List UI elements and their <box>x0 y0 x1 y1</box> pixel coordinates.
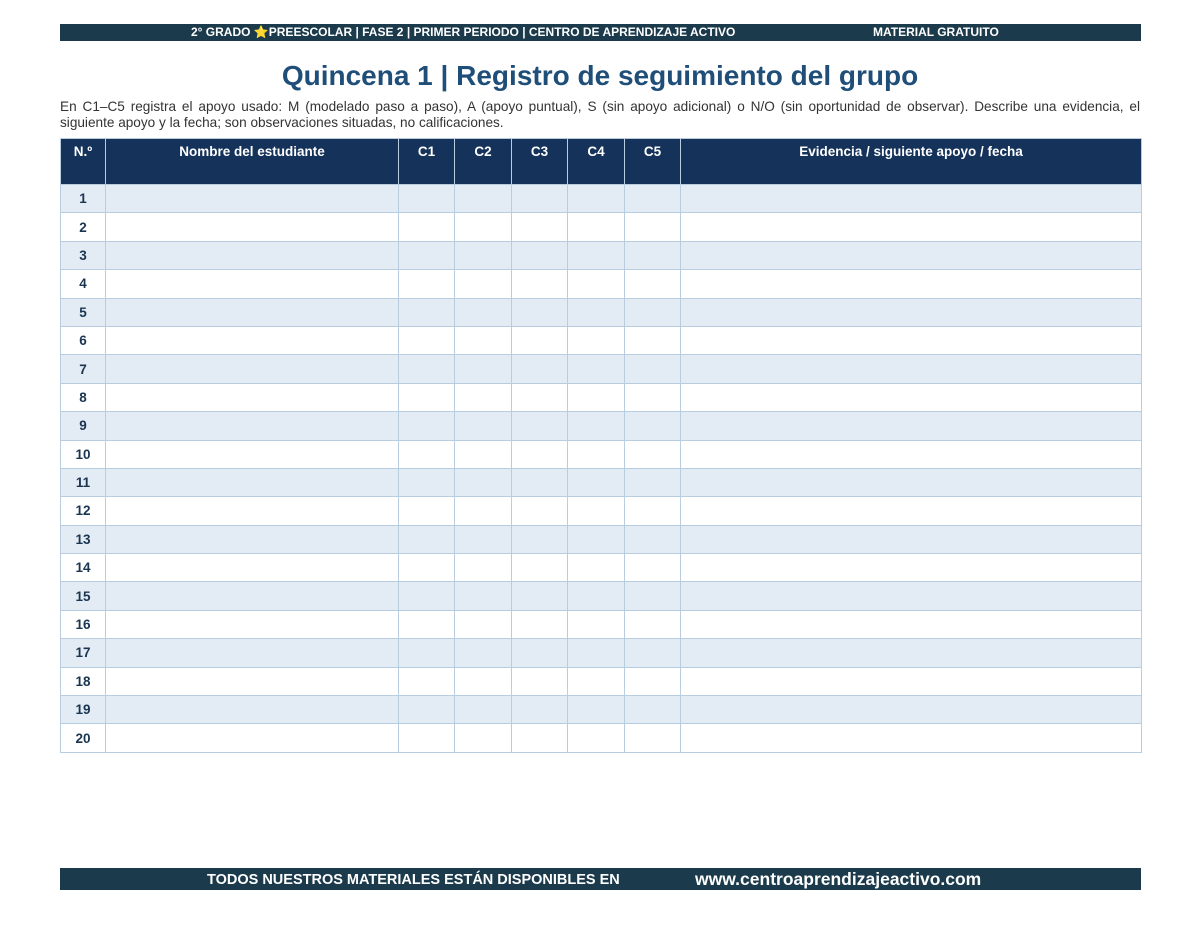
c4-cell[interactable] <box>568 298 625 326</box>
c4-cell[interactable] <box>568 270 625 298</box>
star-icon: ⭐ <box>253 25 269 39</box>
c4-cell[interactable] <box>568 468 625 496</box>
c4-cell[interactable] <box>568 525 625 553</box>
table-row <box>61 270 1142 298</box>
c5-cell[interactable] <box>625 185 681 213</box>
row-number: 12 <box>61 497 106 525</box>
table-row <box>61 554 1142 582</box>
student-name-cell[interactable] <box>106 696 399 724</box>
c2-cell[interactable] <box>455 582 512 610</box>
c1-cell[interactable] <box>399 185 455 213</box>
table-row <box>61 355 1142 383</box>
row-number: 3 <box>61 241 106 269</box>
c2-cell[interactable] <box>455 610 512 638</box>
c5-cell[interactable] <box>625 270 681 298</box>
c3-cell[interactable] <box>512 525 568 553</box>
instructions-text: En C1–C5 registra el apoyo usado: M (modelado paso a paso), A (apoyo puntual), S (sin apoyo adicional) o N/O (sin oportunidad de observar). Describe una evidencia, el siguiente apoyo y la fecha; son observaciones situadas, no calificaciones. <box>60 99 1140 130</box>
col-header-c2: C2 <box>455 139 512 185</box>
table-row <box>61 582 1142 610</box>
table-row <box>61 468 1142 496</box>
c1-cell[interactable] <box>399 696 455 724</box>
row-number: 4 <box>61 270 106 298</box>
evidence-cell[interactable] <box>681 639 1142 667</box>
c2-cell[interactable] <box>455 213 512 241</box>
c1-cell[interactable] <box>399 383 455 411</box>
c3-cell[interactable] <box>512 241 568 269</box>
c3-cell[interactable] <box>512 667 568 695</box>
c2-cell[interactable] <box>455 412 512 440</box>
grade-phase-label: 2° GRADO ⭐PREESCOLAR | FASE 2 | PRIMER PERIODO | CENTRO DE APRENDIZAJE ACTIVO <box>191 25 736 39</box>
evidence-cell[interactable] <box>681 213 1142 241</box>
c5-cell[interactable] <box>625 298 681 326</box>
c5-cell[interactable] <box>625 667 681 695</box>
c3-cell[interactable] <box>512 213 568 241</box>
row-number: 11 <box>61 468 106 496</box>
c5-cell[interactable] <box>625 326 681 354</box>
c2-cell[interactable] <box>455 667 512 695</box>
evidence-cell[interactable] <box>681 582 1142 610</box>
c1-cell[interactable] <box>399 468 455 496</box>
table-row <box>61 326 1142 354</box>
evidence-cell[interactable] <box>681 355 1142 383</box>
col-header-c3: C3 <box>512 139 568 185</box>
c5-cell[interactable] <box>625 610 681 638</box>
student-name-cell[interactable] <box>106 582 399 610</box>
c3-cell[interactable] <box>512 355 568 383</box>
row-number: 1 <box>61 185 106 213</box>
student-name-cell[interactable] <box>106 610 399 638</box>
student-name-cell[interactable] <box>106 298 399 326</box>
c4-cell[interactable] <box>568 355 625 383</box>
table-row <box>61 185 1142 213</box>
c1-cell[interactable] <box>399 639 455 667</box>
c4-cell[interactable] <box>568 724 625 752</box>
student-name-cell[interactable] <box>106 525 399 553</box>
student-name-cell[interactable] <box>106 185 399 213</box>
evidence-cell[interactable] <box>681 468 1142 496</box>
evidence-cell[interactable] <box>681 185 1142 213</box>
table-row <box>61 213 1142 241</box>
c5-cell[interactable] <box>625 554 681 582</box>
col-header-c1: C1 <box>399 139 455 185</box>
row-number: 2 <box>61 213 106 241</box>
c2-cell[interactable] <box>455 468 512 496</box>
table-row <box>61 525 1142 553</box>
student-name-cell[interactable] <box>106 639 399 667</box>
row-number: 10 <box>61 440 106 468</box>
table-header-row <box>61 139 1142 185</box>
c4-cell[interactable] <box>568 185 625 213</box>
c2-cell[interactable] <box>455 440 512 468</box>
student-name-cell[interactable] <box>106 412 399 440</box>
c4-cell[interactable] <box>568 667 625 695</box>
evidence-cell[interactable] <box>681 525 1142 553</box>
c1-cell[interactable] <box>399 554 455 582</box>
c4-cell[interactable] <box>568 326 625 354</box>
col-header-student-name: Nombre del estudiante <box>106 139 399 185</box>
table-row <box>61 383 1142 411</box>
c4-cell[interactable] <box>568 610 625 638</box>
top-banner <box>60 24 1141 41</box>
c3-cell[interactable] <box>512 639 568 667</box>
c3-cell[interactable] <box>512 383 568 411</box>
c4-cell[interactable] <box>568 696 625 724</box>
c3-cell[interactable] <box>512 298 568 326</box>
evidence-cell[interactable] <box>681 412 1142 440</box>
c3-cell[interactable] <box>512 185 568 213</box>
table-row <box>61 412 1142 440</box>
c2-cell[interactable] <box>455 696 512 724</box>
row-number: 13 <box>61 525 106 553</box>
col-header-c5: C5 <box>625 139 681 185</box>
student-name-cell[interactable] <box>106 241 399 269</box>
table-row <box>61 639 1142 667</box>
c1-cell[interactable] <box>399 525 455 553</box>
c5-cell[interactable] <box>625 582 681 610</box>
evidence-cell[interactable] <box>681 554 1142 582</box>
row-number: 8 <box>61 383 106 411</box>
c4-cell[interactable] <box>568 582 625 610</box>
row-number: 7 <box>61 355 106 383</box>
evidence-cell[interactable] <box>681 270 1142 298</box>
c2-cell[interactable] <box>455 270 512 298</box>
row-number: 20 <box>61 724 106 752</box>
row-number: 19 <box>61 696 106 724</box>
table-row <box>61 497 1142 525</box>
table-row <box>61 667 1142 695</box>
footer-banner <box>60 868 1141 890</box>
row-number: 14 <box>61 554 106 582</box>
c5-cell[interactable] <box>625 639 681 667</box>
c3-cell[interactable] <box>512 468 568 496</box>
row-number: 17 <box>61 639 106 667</box>
c2-cell[interactable] <box>455 298 512 326</box>
c2-cell[interactable] <box>455 326 512 354</box>
c5-cell[interactable] <box>625 525 681 553</box>
row-number: 15 <box>61 582 106 610</box>
evidence-cell[interactable] <box>681 440 1142 468</box>
c2-cell[interactable] <box>455 525 512 553</box>
evidence-cell[interactable] <box>681 724 1142 752</box>
c4-cell[interactable] <box>568 412 625 440</box>
c2-cell[interactable] <box>455 639 512 667</box>
c1-cell[interactable] <box>399 213 455 241</box>
c4-cell[interactable] <box>568 213 625 241</box>
tracking-table <box>60 138 1142 753</box>
table-row <box>61 696 1142 724</box>
evidence-cell[interactable] <box>681 497 1142 525</box>
evidence-cell[interactable] <box>681 298 1142 326</box>
c1-cell[interactable] <box>399 355 455 383</box>
c1-cell[interactable] <box>399 412 455 440</box>
student-name-cell[interactable] <box>106 355 399 383</box>
c1-cell[interactable] <box>399 440 455 468</box>
c4-cell[interactable] <box>568 497 625 525</box>
c2-cell[interactable] <box>455 724 512 752</box>
table-row <box>61 724 1142 752</box>
table-row <box>61 298 1142 326</box>
table-row <box>61 440 1142 468</box>
student-name-cell[interactable] <box>106 326 399 354</box>
c3-cell[interactable] <box>512 696 568 724</box>
c1-cell[interactable] <box>399 497 455 525</box>
evidence-cell[interactable] <box>681 696 1142 724</box>
student-name-cell[interactable] <box>106 497 399 525</box>
c5-cell[interactable] <box>625 241 681 269</box>
student-name-cell[interactable] <box>106 213 399 241</box>
c5-cell[interactable] <box>625 724 681 752</box>
c1-cell[interactable] <box>399 270 455 298</box>
c1-cell[interactable] <box>399 326 455 354</box>
c3-cell[interactable] <box>512 582 568 610</box>
student-name-cell[interactable] <box>106 724 399 752</box>
c4-cell[interactable] <box>568 554 625 582</box>
row-number: 16 <box>61 610 106 638</box>
c2-cell[interactable] <box>455 497 512 525</box>
c4-cell[interactable] <box>568 440 625 468</box>
row-number: 9 <box>61 412 106 440</box>
c5-cell[interactable] <box>625 412 681 440</box>
evidence-cell[interactable] <box>681 326 1142 354</box>
c3-cell[interactable] <box>512 554 568 582</box>
row-number: 18 <box>61 667 106 695</box>
c2-cell[interactable] <box>455 185 512 213</box>
c1-cell[interactable] <box>399 610 455 638</box>
c1-cell[interactable] <box>399 582 455 610</box>
c1-cell[interactable] <box>399 667 455 695</box>
c5-cell[interactable] <box>625 383 681 411</box>
free-material-label: MATERIAL GRATUITO <box>873 25 999 39</box>
c4-cell[interactable] <box>568 639 625 667</box>
student-name-cell[interactable] <box>106 554 399 582</box>
c5-cell[interactable] <box>625 497 681 525</box>
c5-cell[interactable] <box>625 355 681 383</box>
c3-cell[interactable] <box>512 497 568 525</box>
c5-cell[interactable] <box>625 213 681 241</box>
c3-cell[interactable] <box>512 610 568 638</box>
c2-cell[interactable] <box>455 241 512 269</box>
table-row <box>61 241 1142 269</box>
student-name-cell[interactable] <box>106 383 399 411</box>
c1-cell[interactable] <box>399 298 455 326</box>
student-name-cell[interactable] <box>106 440 399 468</box>
c2-cell[interactable] <box>455 383 512 411</box>
col-header-c4: C4 <box>568 139 625 185</box>
c3-cell[interactable] <box>512 270 568 298</box>
student-name-cell[interactable] <box>106 468 399 496</box>
c3-cell[interactable] <box>512 326 568 354</box>
website-link[interactable]: www.centroaprendizajeactivo.com <box>695 869 982 889</box>
evidence-cell[interactable] <box>681 610 1142 638</box>
c3-cell[interactable] <box>512 440 568 468</box>
c3-cell[interactable] <box>512 412 568 440</box>
evidence-cell[interactable] <box>681 383 1142 411</box>
col-header-number: N.º <box>61 139 106 185</box>
table-row <box>61 610 1142 638</box>
c4-cell[interactable] <box>568 383 625 411</box>
c2-cell[interactable] <box>455 355 512 383</box>
col-header-evidence: Evidencia / siguiente apoyo / fecha <box>681 139 1142 185</box>
c5-cell[interactable] <box>625 468 681 496</box>
c1-cell[interactable] <box>399 241 455 269</box>
c5-cell[interactable] <box>625 440 681 468</box>
footer-label: TODOS NUESTROS MATERIALES ESTÁN DISPONIBLES EN <box>207 872 620 888</box>
page-title: Quincena 1 | Registro de seguimiento del grupo <box>281 60 919 91</box>
evidence-cell[interactable] <box>681 667 1142 695</box>
student-name-cell[interactable] <box>106 270 399 298</box>
c4-cell[interactable] <box>568 241 625 269</box>
row-number: 6 <box>61 326 106 354</box>
c2-cell[interactable] <box>455 554 512 582</box>
evidence-cell[interactable] <box>681 241 1142 269</box>
c1-cell[interactable] <box>399 724 455 752</box>
student-name-cell[interactable] <box>106 667 399 695</box>
c5-cell[interactable] <box>625 696 681 724</box>
row-number: 5 <box>61 298 106 326</box>
c3-cell[interactable] <box>512 724 568 752</box>
